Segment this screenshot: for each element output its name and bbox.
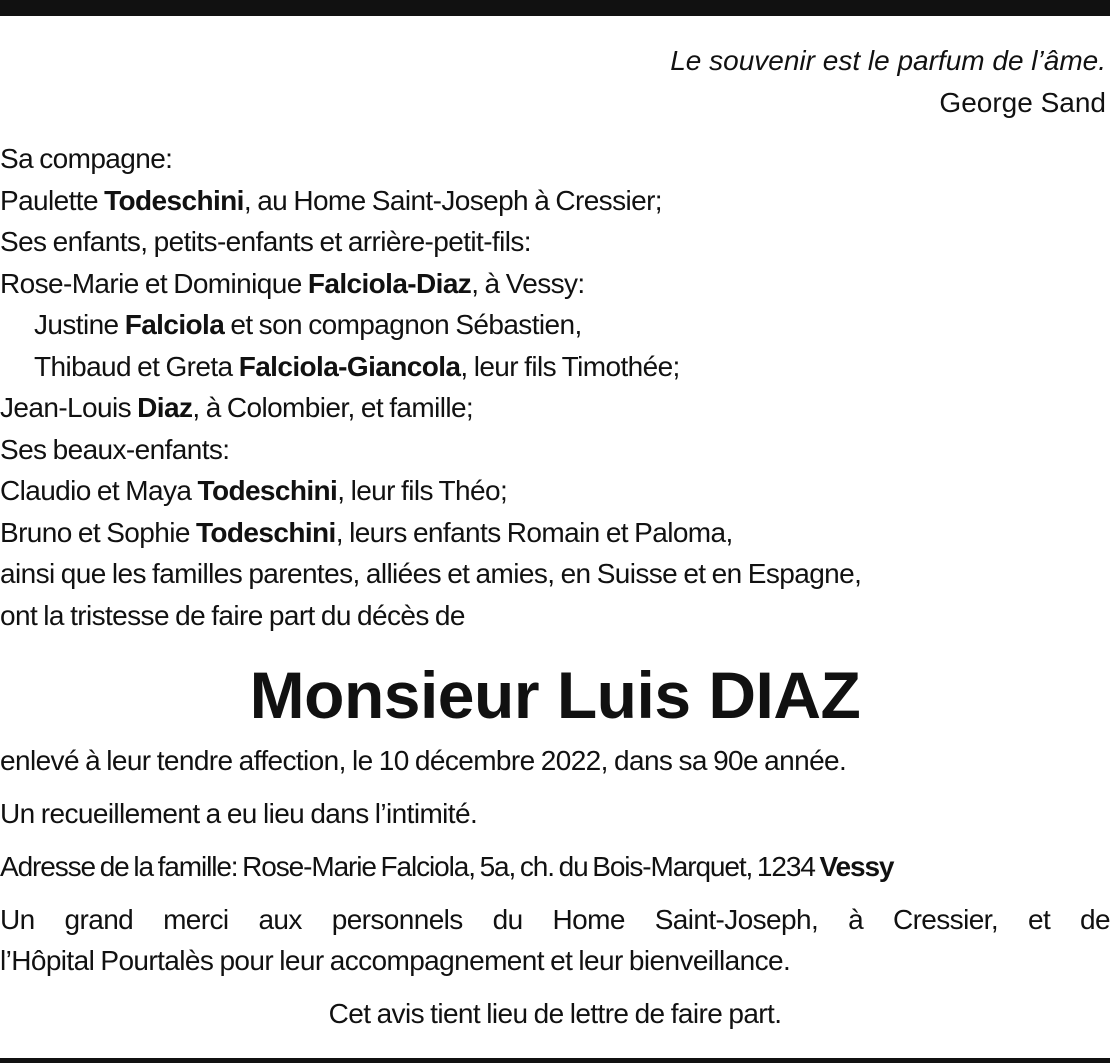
family-text: Thibaud et Greta xyxy=(34,350,239,382)
thanks-paragraph xyxy=(0,899,1110,981)
family-text: ont la tristesse de faire part du décès de xyxy=(0,599,465,631)
family-surname: Falciola-Diaz xyxy=(307,267,472,299)
family-line xyxy=(0,138,1110,180)
address-locality: Vessy xyxy=(819,851,894,882)
family-text: , à Colombier, et famille; xyxy=(192,392,474,423)
family-text: ainsi que les familles parentes, alliées et amies, en Suisse et en Espagne, xyxy=(0,558,862,589)
top-border-rule xyxy=(0,0,1110,16)
family-line xyxy=(0,470,1110,512)
family-surname: Falciola xyxy=(124,309,225,340)
family-text: Rose-Marie et Dominique xyxy=(0,267,308,299)
family-text: Paulette xyxy=(0,184,105,216)
family-surname: Todeschini xyxy=(196,516,336,548)
thanks-line: Un grand merci aux personnels du Home Saint-Joseph, à Cressier, et de xyxy=(0,904,1110,935)
family-text: , à Vessy: xyxy=(471,267,585,299)
family-line xyxy=(0,387,1110,429)
family-announcement xyxy=(0,138,1110,636)
family-line xyxy=(0,429,1110,471)
family-surname: Todeschini xyxy=(197,475,338,506)
closing-note: Cet avis tient lieu de lettre de faire part. xyxy=(328,998,782,1029)
family-text: Bruno et Sophie xyxy=(0,516,196,548)
deceased-name: Monsieur Luis DIAZ xyxy=(249,658,861,732)
epigraph-quote xyxy=(670,40,1106,124)
family-text: Sa compagne: xyxy=(0,143,173,174)
quote-author: George Sand xyxy=(939,87,1106,118)
bottom-border-rule xyxy=(0,1058,1110,1063)
family-text: Jean-Louis xyxy=(0,392,138,423)
family-text: et son compagnon Sébastien, xyxy=(224,309,582,340)
family-text: , leur fils Timothée; xyxy=(460,350,680,382)
family-line xyxy=(0,304,1110,346)
family-line xyxy=(0,595,1110,637)
family-surname: Todeschini xyxy=(104,184,244,216)
thanks-line: l’Hôpital Pourtalès pour leur accompagnement et leur bienveillance. xyxy=(0,945,791,976)
family-surname: Diaz xyxy=(137,392,193,423)
family-text: Ses beaux-enfants: xyxy=(0,433,230,465)
address-text: Adresse de la famille: Rose-Marie Falciola, 5a, ch. du Bois-Marquet, 1234 xyxy=(0,851,820,882)
family-line xyxy=(0,346,1110,388)
announcement-details xyxy=(0,740,1110,1034)
family-text: Claudio et Maya xyxy=(0,475,198,506)
family-text: Justine xyxy=(34,309,125,340)
family-line xyxy=(0,263,1110,305)
family-text: Ses enfants, petits-enfants et arrière-petit-fils: xyxy=(0,226,531,257)
recueillement-notice: Un recueillement a eu lieu dans l’intimité. xyxy=(0,798,478,829)
death-notice: enlevé à leur tendre affection, le 10 décembre 2022, dans sa 90e année. xyxy=(0,745,847,776)
family-surname: Falciola-Giancola xyxy=(238,350,461,382)
family-text: , leurs enfants Romain et Paloma, xyxy=(335,516,733,548)
family-line xyxy=(0,553,1110,595)
family-line xyxy=(0,512,1110,554)
family-text: , leur fils Théo; xyxy=(337,475,508,506)
family-line xyxy=(0,221,1110,263)
quote-text: Le souvenir est le parfum de l’âme. xyxy=(670,45,1106,76)
family-line xyxy=(0,180,1110,222)
family-address xyxy=(0,846,1110,887)
family-text: , au Home Saint-Joseph à Cressier; xyxy=(243,184,662,216)
